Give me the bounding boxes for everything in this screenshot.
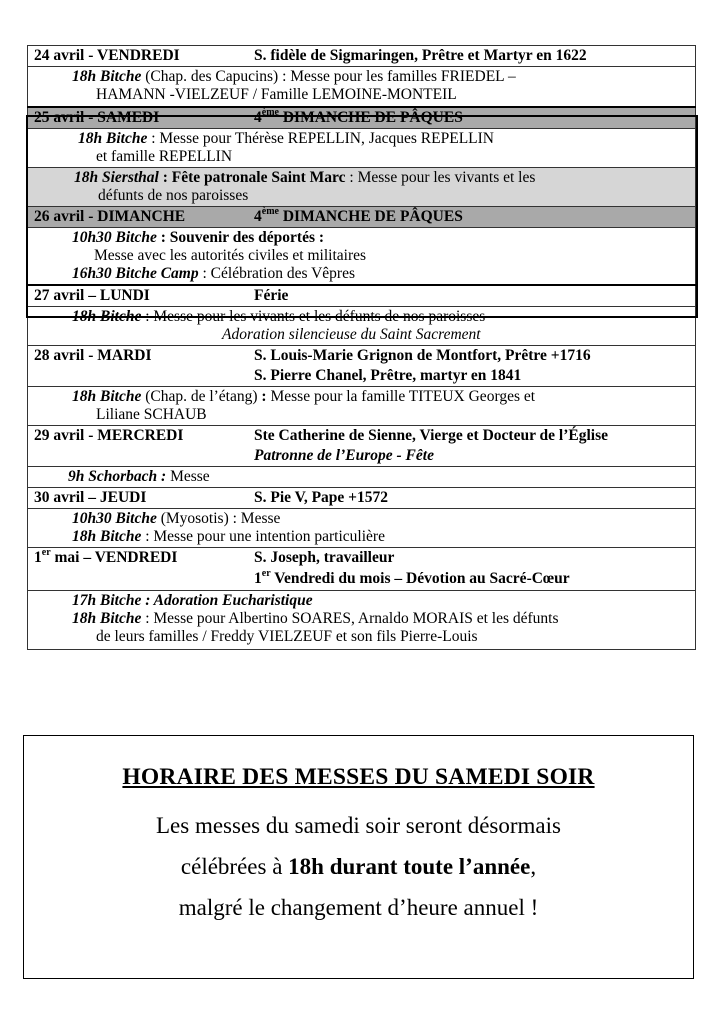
day-feast: S. Louis-Marie Grignon de Montfort, Prêtre +1716 — [254, 347, 591, 364]
day-feast: 4ème DIMANCHE DE PÂQUES — [254, 206, 463, 225]
table-row — [28, 488, 696, 509]
mass-text-cont: et famille REPELLIN — [96, 148, 233, 165]
mass-time: 18h Bitche — [72, 388, 142, 405]
table-row — [28, 548, 696, 591]
notice-line-3: malgré le changement d’heure annuel ! — [178, 895, 539, 920]
notice-title: HORAIRE DES MESSES DU SAMEDI SOIR — [122, 764, 595, 790]
day-feast: S. Joseph, travailleur — [254, 549, 395, 566]
day-date: 29 avril - MERCREDI — [34, 427, 184, 444]
mass-text: : Messe pour une intention particulière — [141, 528, 385, 545]
mass-text-cont: HAMANN -VIELZEUF / Famille LEMOINE-MONTEIL — [96, 86, 457, 103]
day-date: 24 avril - VENDREDI — [34, 47, 180, 64]
day-feast: Ste Catherine de Sienne, Vierge et Docteur de l’Église — [254, 427, 608, 444]
mass-feast: : Fête patronale Saint Marc — [158, 169, 346, 186]
mass-text-cont: de leurs familles / Freddy VIELZEUF et son fils Pierre-Louis — [96, 628, 478, 645]
mass-time: 16h30 Bitche Camp — [72, 265, 199, 282]
day-feast-2: Patronne de l’Europe - Fête — [254, 447, 434, 464]
mass-text: : Célébration des Vêpres — [198, 265, 356, 282]
notice-line-2: célébrées à 18h durant toute l’année, — [180, 854, 537, 879]
mass-text: : Messe pour Albertino SOARES, Arnaldo MORAIS et les défunts — [141, 610, 559, 627]
day-date: 26 avril - DIMANCHE — [34, 208, 186, 225]
mass-text-cont: Messe avec les autorités civiles et militaires — [94, 247, 367, 264]
day-date: 1er mai – VENDREDI — [34, 547, 178, 566]
mass-colon: : — [261, 388, 267, 405]
table-row — [28, 67, 696, 108]
mass-feast: : Souvenir des déportés : — [156, 229, 325, 246]
adoration-time: 17h Bitche : Adoration Eucharistique — [72, 592, 313, 609]
table-row — [28, 591, 696, 650]
day-feast-2: 1er Vendredi du mois – Dévotion au Sacré-Cœur — [254, 568, 570, 587]
table-row — [28, 46, 696, 67]
mass-text: : Messe pour les vivants et les défunts de nos paroisses — [141, 308, 486, 325]
notice-line-1: Les messes du samedi soir seront désormais — [156, 813, 561, 838]
day-feast: Férie — [254, 287, 289, 304]
mass-text: (Chap. de l’étang) — [141, 388, 262, 405]
adoration-note: Adoration silencieuse du Saint Sacrement — [222, 326, 481, 343]
day-date: 25 avril - SAMEDI — [34, 109, 160, 126]
day-date: 27 avril – LUNDI — [34, 287, 150, 304]
mass-time: 18h Siersthal — [74, 169, 159, 186]
mass-text: Messe — [166, 468, 210, 485]
day-feast: 4ème DIMANCHE DE PÂQUES — [254, 107, 463, 126]
mass-time: 18h Bitche — [72, 68, 142, 85]
mass-time: 18h Bitche — [78, 130, 148, 147]
table-row — [28, 346, 696, 387]
notice-body — [24, 805, 693, 928]
day-feast: S. Pie V, Pape +1572 — [254, 489, 388, 506]
table-row — [28, 387, 696, 426]
mass-text-cont: défunts de nos paroisses — [98, 187, 249, 204]
mass-time: 18h Bitche — [72, 528, 142, 545]
mass-time: 18h Bitche — [72, 308, 142, 325]
mass-time: 9h Schorbach : — [68, 468, 167, 485]
day-feast-2: S. Pierre Chanel, Prêtre, martyr en 1841 — [254, 367, 522, 384]
table-row — [28, 509, 696, 548]
day-date: 30 avril – JEUDI — [34, 489, 147, 506]
day-date: 28 avril - MARDI — [34, 347, 152, 364]
weekend-frame — [26, 115, 698, 318]
mass-text: : Messe pour les vivants et les — [345, 169, 536, 186]
table-row — [28, 426, 696, 467]
mass-time: 10h30 Bitche — [72, 229, 157, 246]
notice-box — [23, 735, 694, 979]
mass-time: 18h Bitche — [72, 610, 142, 627]
mass-time: 10h30 Bitche — [72, 510, 157, 527]
mass-text: (Myosotis) : Messe — [156, 510, 281, 527]
table-row — [28, 467, 696, 488]
mass-text-cont: Liliane SCHAUB — [96, 406, 207, 423]
mass-text: (Chap. des Capucins) : Messe pour les familles FRIEDEL – — [141, 68, 516, 85]
day-feast: S. fidèle de Sigmaringen, Prêtre et Martyr en 1622 — [254, 47, 587, 64]
mass-text: : Messe pour Thérèse REPELLIN, Jacques REPELLIN — [147, 130, 494, 147]
mass-text-2: Messe pour la famille TITEUX Georges et — [266, 388, 536, 405]
